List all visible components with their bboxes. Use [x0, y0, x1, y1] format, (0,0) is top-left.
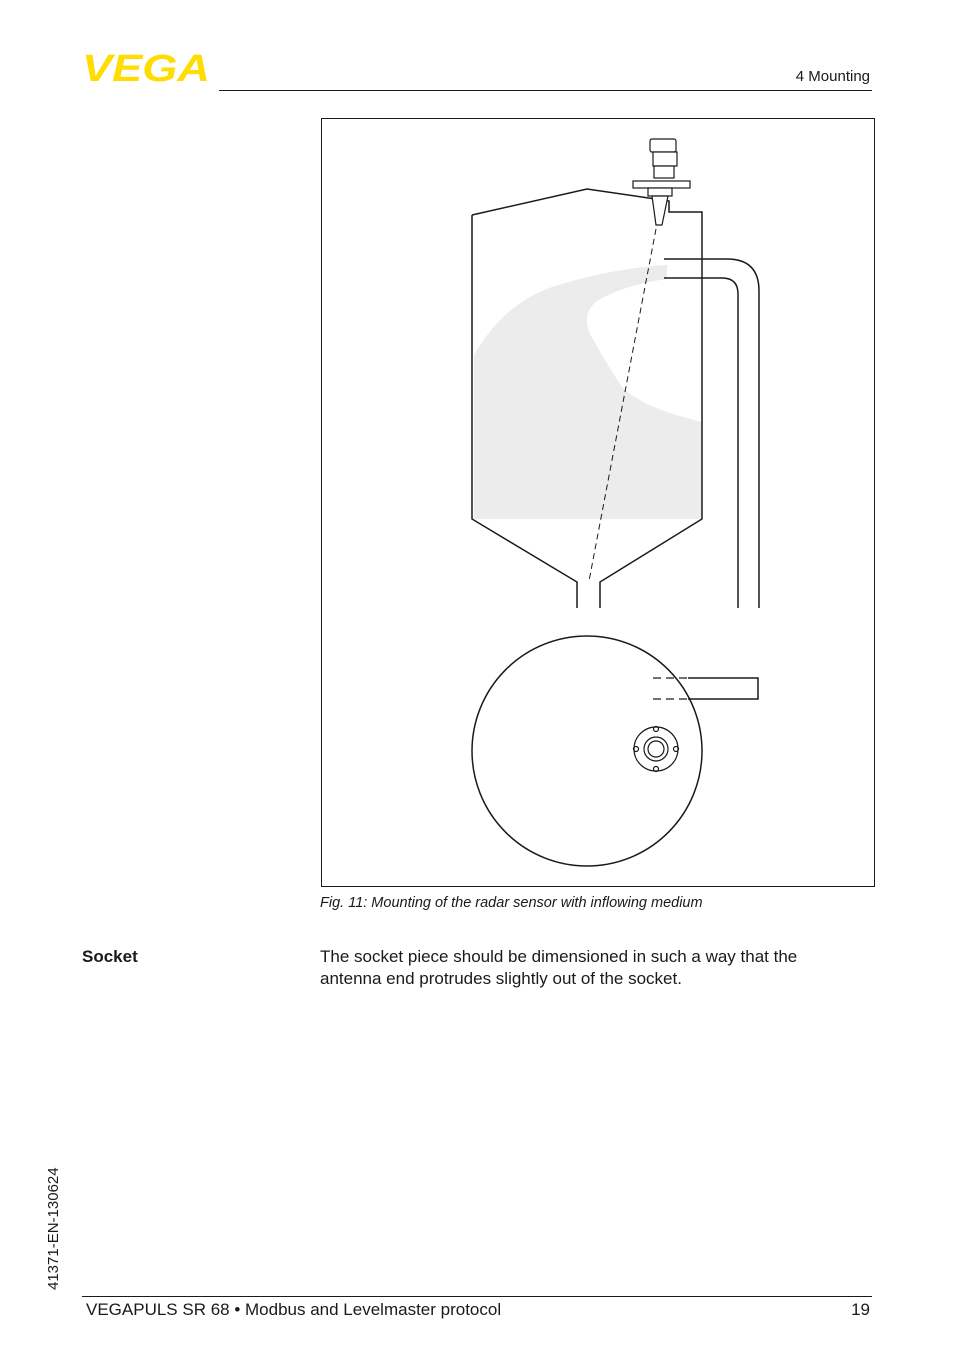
page-number: 19	[851, 1300, 870, 1319]
figure-caption: Fig. 11: Mounting of the radar sensor with inflowing medium	[320, 895, 703, 911]
vega-logo	[82, 50, 212, 84]
body-paragraph: The socket piece should be dimensioned in such a way that the antenna end protrudes slightly out of the socket.	[320, 947, 798, 988]
header-rule	[219, 90, 872, 91]
inflow-pipe-top-view	[688, 678, 758, 699]
sensor-flange-top-view	[634, 727, 679, 772]
figure-frame	[321, 118, 875, 887]
document-id: 41371-EN-130624	[45, 1167, 62, 1290]
svg-text:VEGA: VEGA	[82, 50, 210, 84]
tank-illustration	[322, 119, 874, 886]
footer-title: VEGAPULS SR 68 • Modbus and Levelmaster protocol	[86, 1300, 502, 1319]
section-label: 4 Mounting	[795, 68, 870, 85]
footer-rule	[82, 1296, 872, 1297]
section-heading: Socket	[82, 947, 138, 966]
bulk-material-fill	[474, 265, 702, 519]
